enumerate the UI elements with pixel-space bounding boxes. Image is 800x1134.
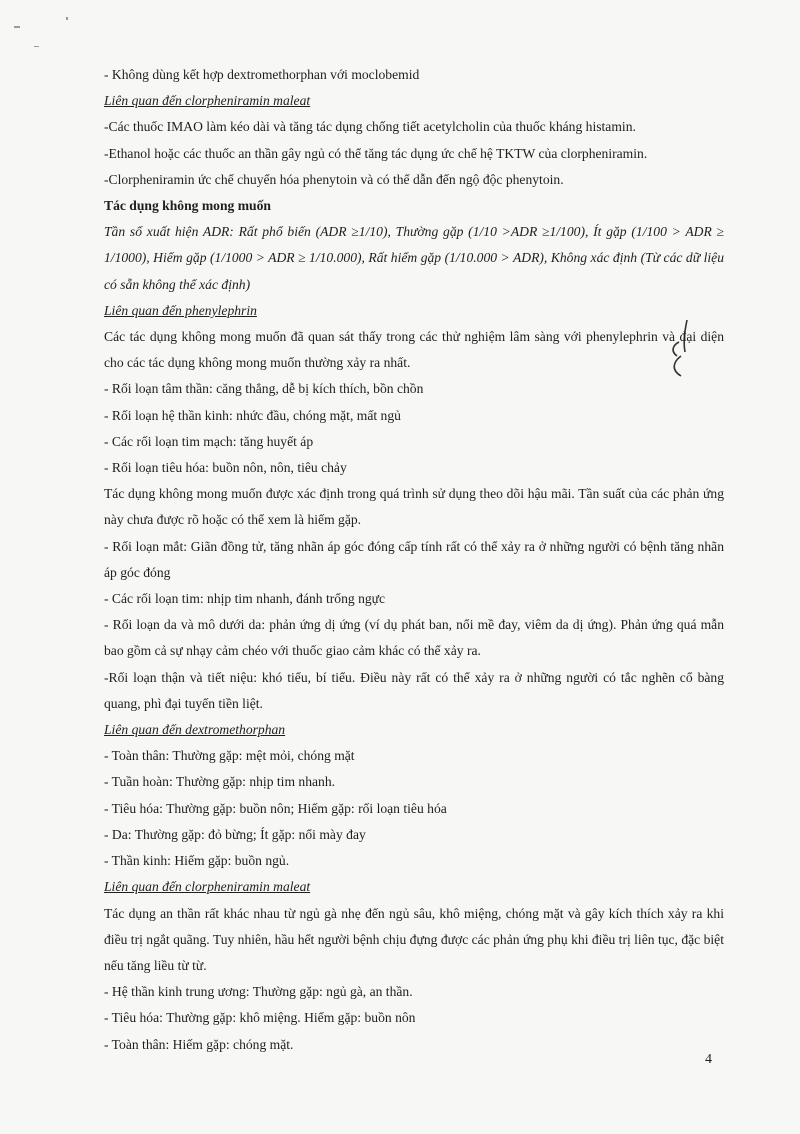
list-item: -Ethanol hoặc các thuốc an thần gây ngủ có thể tăng tác dụng ức chế hệ TKTW của clorpheniramin.	[104, 145, 648, 161]
section-subheading: Liên quan đến clorpheniramin maleat	[104, 879, 311, 895]
list-item: - Thần kinh: Hiếm gặp: buồn ngủ.	[104, 853, 290, 869]
list-item: - Hệ thần kinh trung ương: Thường gặp: ngủ gà, an thần.	[104, 984, 413, 1000]
list-item: - Toàn thân: Thường gặp: mệt mỏi, chóng mặt	[104, 748, 355, 764]
list-item: - Rối loạn hệ thần kinh: nhức đầu, chóng mặt, mất ngủ	[104, 407, 401, 423]
paragraph: Tác dụng không mong muốn được xác định trong quá trình sử dụng theo dõi hậu mãi. Tần suất của các phản ứng này chưa được rõ hoặc có thể xem là hiếm gặp.	[104, 486, 724, 528]
list-item: - Tuần hoàn: Thường gặp: nhịp tim nhanh.	[104, 774, 336, 790]
list-item: - Các rối loạn tim: nhịp tim nhanh, đánh trống ngực	[104, 591, 386, 607]
list-item: - Các rối loạn tim mạch: tăng huyết áp	[104, 433, 314, 449]
paragraph: -Rối loạn thận và tiết niệu: khó tiểu, bí tiểu. Điều này rất có thể xảy ra ở những người có tắc nghẽn cổ bàng quang, phì đại tuyến tiền liệt.	[104, 669, 724, 711]
paragraph: - Rối loạn mắt: Giãn đồng tử, tăng nhãn áp góc đóng cấp tính rất có thể xảy ra ở những người có bệnh tăng nhãn áp góc đóng	[104, 538, 724, 580]
scan-speck	[34, 46, 39, 47]
scan-speck	[66, 17, 68, 20]
section-subheading: Liên quan đến phenylephrin	[104, 302, 257, 318]
scan-speck	[14, 26, 20, 28]
italic-paragraph: Tần số xuất hiện ADR: Rất phổ biến (ADR ≥1/10), Thường gặp (1/10 >ADR ≥1/100), Ít gặp (1/100 > ADR ≥ 1/1000), Hiếm gặp (1/1000 > ADR ≥ 1/10.000), Rất hiếm gặp (1/10.000 > ADR), Không xác định (Từ các dữ liệu có sẵn không thể xác định)	[104, 224, 724, 292]
page-number: 4	[705, 1052, 712, 1067]
section-title: Tác dụng không mong muốn	[104, 198, 271, 214]
list-item: - Không dùng kết hợp dextromethorphan với moclobemid	[104, 67, 420, 82]
paragraph: Các tác dụng không mong muốn đã quan sát thấy trong các thử nghiệm lâm sàng với phenylephrin và đại diện cho các tác dụng không mong muốn thường xảy ra nhất.	[104, 329, 724, 371]
list-item: - Tiêu hóa: Thường gặp: khô miệng. Hiếm gặp: buồn nôn	[104, 1010, 416, 1026]
list-item: -Clorpheniramin ức chế chuyển hóa phenytoin và có thể dẫn đến ngộ độc phenytoin.	[104, 171, 564, 187]
document-body	[104, 62, 724, 1058]
list-item: - Toàn thân: Hiếm gặp: chóng mặt.	[104, 1036, 294, 1052]
paragraph: Tác dụng an thần rất khác nhau từ ngủ gà nhẹ đến ngủ sâu, khô miệng, chóng mặt và gây kích thích xảy ra khi điều trị ngắt quãng. Tuy nhiên, hầu hết người bệnh chịu đựng được các phản ứng phụ khi điều trị liên tục, đặc biệt nếu tăng liều từ từ.	[104, 905, 724, 973]
list-item: - Rối loạn tiêu hóa: buồn nôn, nôn, tiêu chảy	[104, 460, 347, 476]
paragraph: - Rối loạn da và mô dưới da: phản ứng dị ứng (ví dụ phát ban, nổi mề đay, viêm da dị ứng). Phản ứng quá mẫn bao gồm cả sự nhạy cảm chéo với thuốc giao cảm khác có thể xảy ra.	[104, 617, 724, 659]
list-item: - Rối loạn tâm thần: căng thẳng, dễ bị kích thích, bồn chồn	[104, 381, 424, 397]
section-subheading: Liên quan đến clorpheniramin maleat	[104, 93, 311, 109]
section-subheading: Liên quan đến dextromethorphan	[104, 722, 286, 738]
list-item: -Các thuốc IMAO làm kéo dài và tăng tác dụng chống tiết acetylcholin của thuốc kháng histamin.	[104, 119, 636, 135]
list-item: - Tiêu hóa: Thường gặp: buồn nôn; Hiếm gặp: rối loạn tiêu hóa	[104, 800, 447, 816]
list-item: - Da: Thường gặp: đỏ bừng; Ít gặp: nổi mày đay	[104, 826, 366, 842]
